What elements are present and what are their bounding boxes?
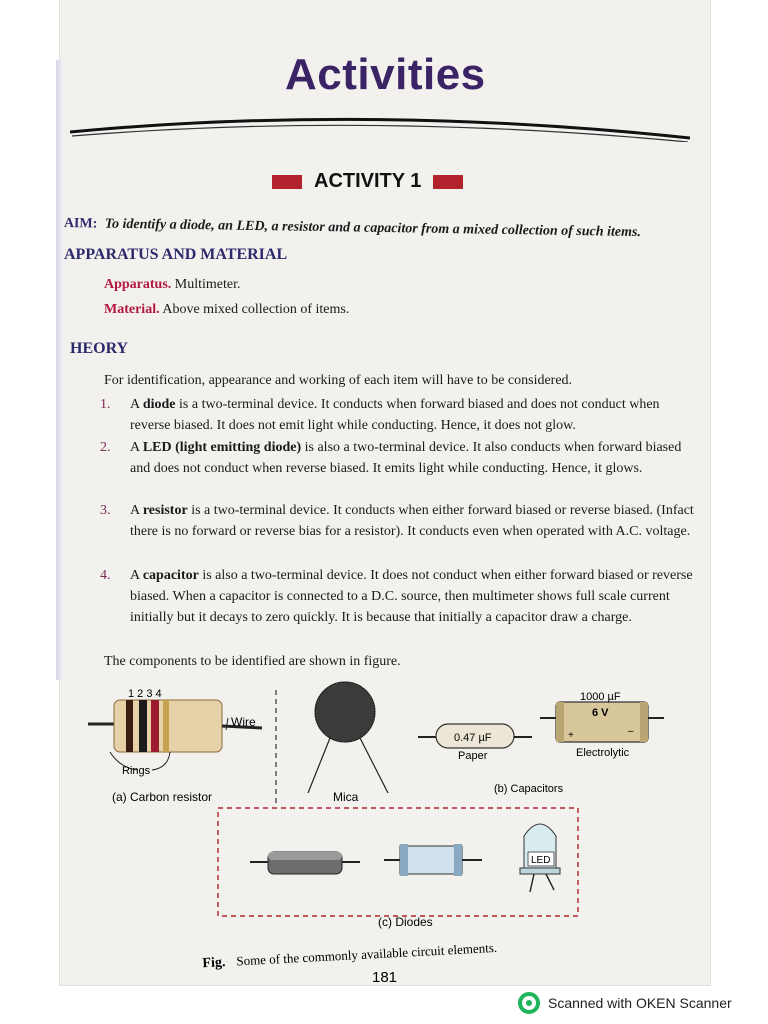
oken-scanner-logo-icon <box>518 992 540 1014</box>
theory-outro: The components to be identified are shown in figure. <box>104 654 401 669</box>
carbon-resistor-caption: (a) Carbon resistor <box>112 790 213 804</box>
resistor-band-2 <box>139 700 147 752</box>
led-diagram <box>520 824 560 892</box>
apparatus-label: Apparatus. <box>104 277 172 292</box>
theory-item-text: A resistor is a two-terminal device. It conducts when either forward biased or reverse biased. (Infact there is no forward or reverse bias for a resistor). It conducts even when operated with A.C. voltage. <box>130 503 694 539</box>
mica-capacitor-diagram <box>308 682 388 804</box>
paper-cap-value: 0.47 µF <box>454 732 492 744</box>
mica-label: Mica <box>333 790 359 804</box>
apparatus-section-heading: APPARATUS AND MATERIAL <box>64 246 288 263</box>
page-number: 181 <box>372 969 398 986</box>
led-lead-right <box>546 874 554 890</box>
theory-item-number: 2. <box>100 440 111 455</box>
theory-intro: For identification, appearance and working of each item will have to be considered. <box>104 373 573 388</box>
electrolytic-plus: + <box>568 730 574 741</box>
resistor-band-3 <box>151 700 159 752</box>
figure-caption <box>202 940 497 971</box>
figure-caption-text: Some of the commonly available circuit elements. <box>235 939 498 969</box>
aim-text: To identify a diode, an LED, a resistor and a capacitor from a mixed collection of such items. <box>104 216 642 241</box>
figure-caption-label: Fig. <box>202 955 226 972</box>
capacitors-caption: (b) Capacitors <box>494 783 564 795</box>
theory-item-number: 1. <box>100 397 111 412</box>
page-title: Activities <box>285 50 486 99</box>
material-text: Above mixed collection of items. <box>162 302 350 317</box>
wire-label: Wire <box>231 715 256 729</box>
activity-heading: ACTIVITY 1 <box>314 170 422 192</box>
diode2-end-right <box>454 844 462 876</box>
diode1-highlight <box>268 852 342 860</box>
paper-label: Paper <box>458 750 488 762</box>
electrolytic-value: 1000 µF <box>580 691 621 703</box>
diode2-body <box>400 846 462 874</box>
resistor-band-1 <box>126 700 133 752</box>
material-label: Material. <box>104 302 160 317</box>
carbon-resistor-diagram <box>88 688 262 804</box>
electrolytic-end-right <box>640 702 648 742</box>
electrolytic-label: Electrolytic <box>576 747 630 759</box>
scanner-text: Scanned with OKEN Scanner <box>548 995 732 1011</box>
rings-label: Rings <box>122 765 151 777</box>
theory-item-number: 4. <box>100 568 111 583</box>
diode2-end-left <box>400 844 408 876</box>
apparatus-text: Multimeter. <box>174 277 241 292</box>
electrolytic-minus: – <box>628 726 634 737</box>
wire-pointer <box>226 718 228 730</box>
ring-numbers: 1 2 3 4 <box>128 688 162 700</box>
theory-item-text: A diode is a two-terminal device. It conducts when forward biased and does not conduct when reverse biased. It does not emit light while conducting. Hence, it does not glow. <box>130 397 660 433</box>
mica-lead-right <box>360 738 388 793</box>
resistor-band-4 <box>163 700 169 752</box>
diode-glass <box>384 844 482 876</box>
led-lead-left <box>530 874 534 892</box>
scanner-watermark <box>518 992 732 1014</box>
electrolytic-voltage: 6 V <box>592 707 609 719</box>
mica-disc <box>315 682 375 742</box>
led-rim <box>520 868 560 874</box>
theory-item-text: A capacitor is also a two-terminal device. It does not conduct when either forward biased or reverse biased. When a capacitor is connected to a D.C. source, then multimeter shows full scale current initially but it decays to zero quickly. It is because that initially a capacitor draw a charge. <box>130 568 693 625</box>
theory-item-number: 3. <box>100 503 111 518</box>
aim-label: AIM: <box>63 216 98 232</box>
diode-cylinder <box>250 852 360 874</box>
mica-lead-left <box>308 738 330 793</box>
rings-pointer-right <box>152 752 170 770</box>
paper-capacitor-diagram <box>418 724 532 762</box>
led-label: LED <box>531 855 551 866</box>
electrolytic-capacitor-diagram <box>494 691 664 795</box>
diodes-caption: (c) Diodes <box>378 915 433 929</box>
theory-item-text: A LED (light emitting diode) is also a two-terminal device. It also conducts when forward biased and does not conduct when reverse biased. It emits light while conducting. Hence, it glows. <box>130 440 682 476</box>
theory-heading: HEORY <box>70 340 129 357</box>
electrolytic-end-left <box>556 702 564 742</box>
